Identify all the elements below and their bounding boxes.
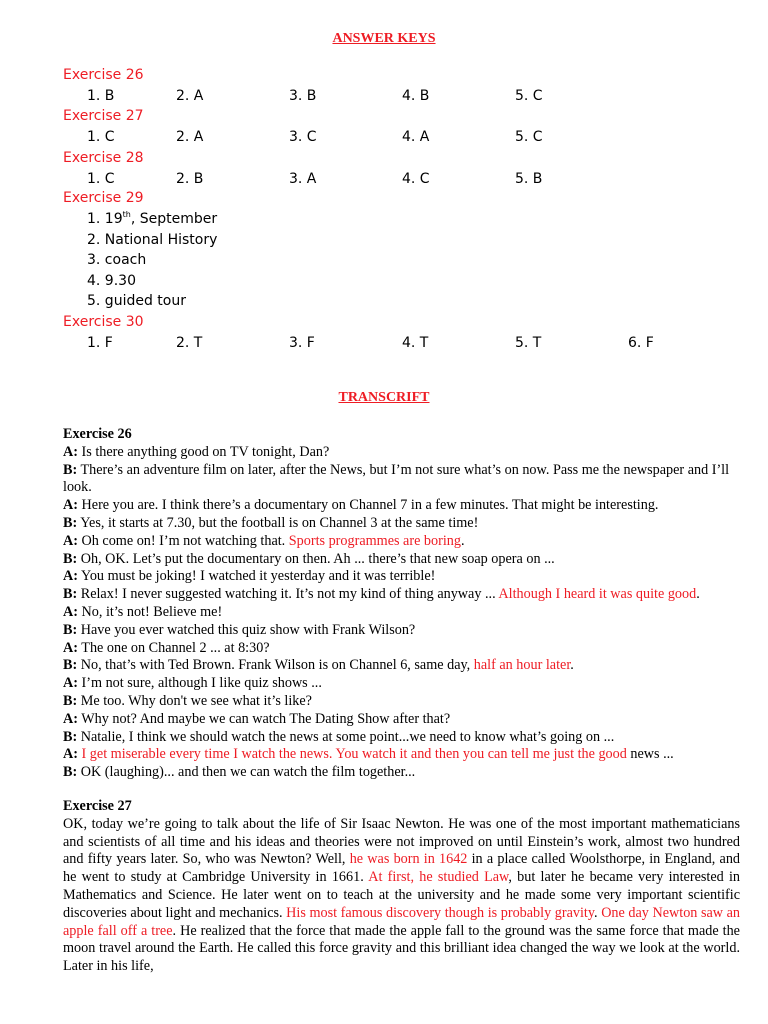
exercise-28-heading: Exercise 28: [63, 150, 144, 166]
answer-item: 5. C: [515, 129, 543, 145]
answer-item: 1. B: [87, 88, 115, 104]
dialogue-text: news ...: [626, 746, 674, 763]
dialogue-line: [63, 604, 740, 622]
exercise-27-transcript-heading: Exercise 27: [63, 797, 132, 814]
speaker-label: B:: [63, 461, 78, 478]
dialogue-line: [63, 764, 740, 782]
dialogue-text: There’s an adventure film on later, after the News, but I’m not sure what’s on now. Pass me the newspaper and I’ll look.: [63, 461, 730, 496]
answer-item: 2. A: [176, 88, 204, 104]
highlighted-answer: One day Newton saw an apple fall off a tree: [63, 904, 741, 939]
dialogue-line: [63, 711, 740, 729]
answer-item: 5. B: [515, 171, 543, 187]
dialogue-text: Here you are. I think there’s a documentary on Channel 7 in a few minutes. That might be interesting.: [77, 497, 659, 514]
exercise-27-answers: [0, 129, 768, 149]
dialogue-text: Is there anything good on TV tonight, Dan?: [77, 443, 330, 460]
paragraph-text: OK, today we’re going to talk about the life of Sir Isaac Newton. He was one of the most important mathematicians and scientists of all time and his ideas and theories were not improved on until Einstein’s work, almost two hundred and fifty years later. So, who was Newton? Well,: [63, 815, 740, 868]
answer-item: 1. C: [87, 129, 115, 145]
speaker-label: B:: [63, 621, 78, 638]
lecture-paragraph: [63, 816, 740, 976]
answer-item: 5. C: [515, 88, 543, 104]
highlighted-answer: half an hour later: [473, 657, 571, 674]
dialogue-text: .: [460, 532, 465, 549]
answer-item: 4. C: [402, 171, 430, 187]
speaker-label: B:: [63, 692, 78, 709]
dialogue-text: Yes, it starts at 7.30, but the football is on Channel 3 at the same time!: [77, 514, 479, 531]
dialogue-line: [63, 675, 740, 693]
transcript-body: [63, 426, 740, 976]
answer-keys-title: ANSWER KEYS: [332, 31, 436, 46]
dialogue-text: Why not? And maybe we can watch The Dating Show after that?: [77, 710, 451, 727]
speaker-label: A:: [63, 710, 78, 727]
dialogue-line: [63, 622, 740, 640]
highlighted-answer: At first, he studied Law: [368, 869, 509, 886]
answer-item: 3. F: [289, 335, 315, 351]
speaker-label: A:: [63, 639, 78, 656]
paragraph-text: .: [594, 904, 602, 921]
exercise-30-answers: [0, 335, 768, 355]
dialogue-line: [63, 515, 740, 533]
dialogue-text: Oh come on! I’m not watching that.: [77, 532, 289, 549]
list-item: [87, 211, 217, 227]
answer-item: 4. T: [402, 335, 429, 351]
dialogue-text: Natalie, I think we should watch the news at some point...we need to know what’s going on ...: [77, 728, 615, 745]
dialogue-line: [63, 746, 740, 764]
dialogue-text: OK (laughing)... and then we can watch the film together...: [77, 764, 416, 781]
answer-item: 2. B: [176, 171, 204, 187]
highlighted-answer: Sports programmes are boring: [288, 532, 461, 549]
paragraph-text: , but later he became very interested in Mathematics and Science. He later went on to teach at the university and he made some very important scientific discoveries about light and mechanics.: [63, 869, 741, 921]
exercise-26-heading: Exercise 26: [63, 67, 144, 83]
dialogue-line: [63, 497, 740, 515]
answer-item: 1. F: [87, 335, 113, 351]
dialogue-line: [63, 657, 740, 675]
dialogue-line: [63, 568, 740, 586]
paragraph-text: . He realized that the force that made the apple fall to the ground was the same force that made the moon travel around the Earth. He called this force gravity and this brilliant idea changed the way we look at the world. Later in his life,: [63, 922, 740, 975]
dialogue-line: [63, 533, 740, 551]
speaker-label: B:: [63, 728, 78, 745]
exercise-29-heading: Exercise 29: [63, 190, 144, 206]
speaker-label: B:: [63, 550, 78, 567]
dialogue-text: I’m not sure, although I like quiz shows ...: [77, 675, 322, 692]
speaker-label: B:: [63, 764, 78, 781]
dialogue-text: You must be joking! I watched it yesterday and it was terrible!: [77, 568, 436, 585]
list-item: 2. National History: [87, 232, 218, 248]
answer-item: 5. T: [515, 335, 542, 351]
list-item: 4. 9.30: [87, 273, 136, 289]
exercise-28-answers: [0, 171, 768, 191]
answer-item: 4. A: [402, 129, 430, 145]
dialogue-line: [63, 640, 740, 658]
dialogue-text: No, it’s not! Believe me!: [77, 603, 223, 620]
exercise-27-heading: Exercise 27: [63, 108, 144, 124]
answer-item: 1. C: [87, 171, 115, 187]
speaker-label: A:: [63, 568, 78, 585]
list-item-text: , September: [130, 211, 218, 227]
list-item: 5. guided tour: [87, 293, 186, 309]
dialogue-text: No, that’s with Ted Brown. Frank Wilson is on Channel 6, same day,: [77, 657, 474, 674]
speaker-label: A:: [63, 746, 78, 763]
speaker-label: A:: [63, 532, 78, 549]
highlighted-answer: I get miserable every time I watch the news. You watch it and then you can tell me just the good: [77, 746, 627, 763]
highlighted-answer: Although I heard it was quite good: [498, 586, 697, 603]
highlighted-answer: His most famous discovery though is probably gravity: [286, 904, 595, 921]
dialogue-text: Me too. Why don't we see what it’s like?: [77, 692, 312, 709]
speaker-label: B:: [63, 514, 78, 531]
dialogue-text: Have you ever watched this quiz show with Frank Wilson?: [77, 621, 416, 638]
speaker-label: A:: [63, 675, 78, 692]
answer-item: 3. B: [289, 88, 317, 104]
dialogue-text: Oh, OK. Let’s put the documentary on then. Ah ... there’s that new soap opera on ...: [77, 550, 555, 567]
answer-item: 3. C: [289, 129, 317, 145]
dialogue-line: [63, 462, 740, 498]
dialogue-line: [63, 693, 740, 711]
answer-item: 2. A: [176, 129, 204, 145]
list-item-text: 1. 19: [87, 211, 123, 227]
exercise-26-answers: [0, 88, 768, 108]
dialogue-line: [63, 586, 740, 604]
answer-item: 3. A: [289, 171, 317, 187]
dialogue-text: .: [696, 586, 700, 603]
speaker-label: B:: [63, 586, 78, 603]
paragraph-text: in a place called Woolsthorpe, in England, and he went to study at Cambridge University in 1661.: [63, 851, 741, 886]
highlighted-answer: he was born in 1642: [349, 851, 468, 868]
dialogue-text: The one on Channel 2 ... at 8:30?: [77, 639, 270, 656]
dialogue-line: [63, 551, 740, 569]
answer-item: 2. T: [176, 335, 203, 351]
speaker-label: A:: [63, 497, 78, 514]
ordinal-suffix: th: [122, 210, 131, 219]
exercise-26-transcript-heading: Exercise 26: [63, 426, 132, 442]
dialogue-line: [63, 444, 740, 462]
answer-item: 6. F: [628, 335, 654, 351]
speaker-label: A:: [63, 443, 78, 460]
transcript-title: TRANSCRIFT: [338, 390, 430, 405]
dialogue-line: [63, 729, 740, 747]
answer-item: 4. B: [402, 88, 430, 104]
list-item: 3. coach: [87, 252, 147, 268]
speaker-label: A:: [63, 603, 78, 620]
section-spacer: [63, 782, 740, 798]
dialogue-text: .: [570, 657, 574, 674]
dialogue-text: Relax! I never suggested watching it. It’s not my kind of thing anyway ...: [77, 586, 499, 603]
exercise-30-heading: Exercise 30: [63, 314, 144, 330]
speaker-label: B:: [63, 657, 78, 674]
